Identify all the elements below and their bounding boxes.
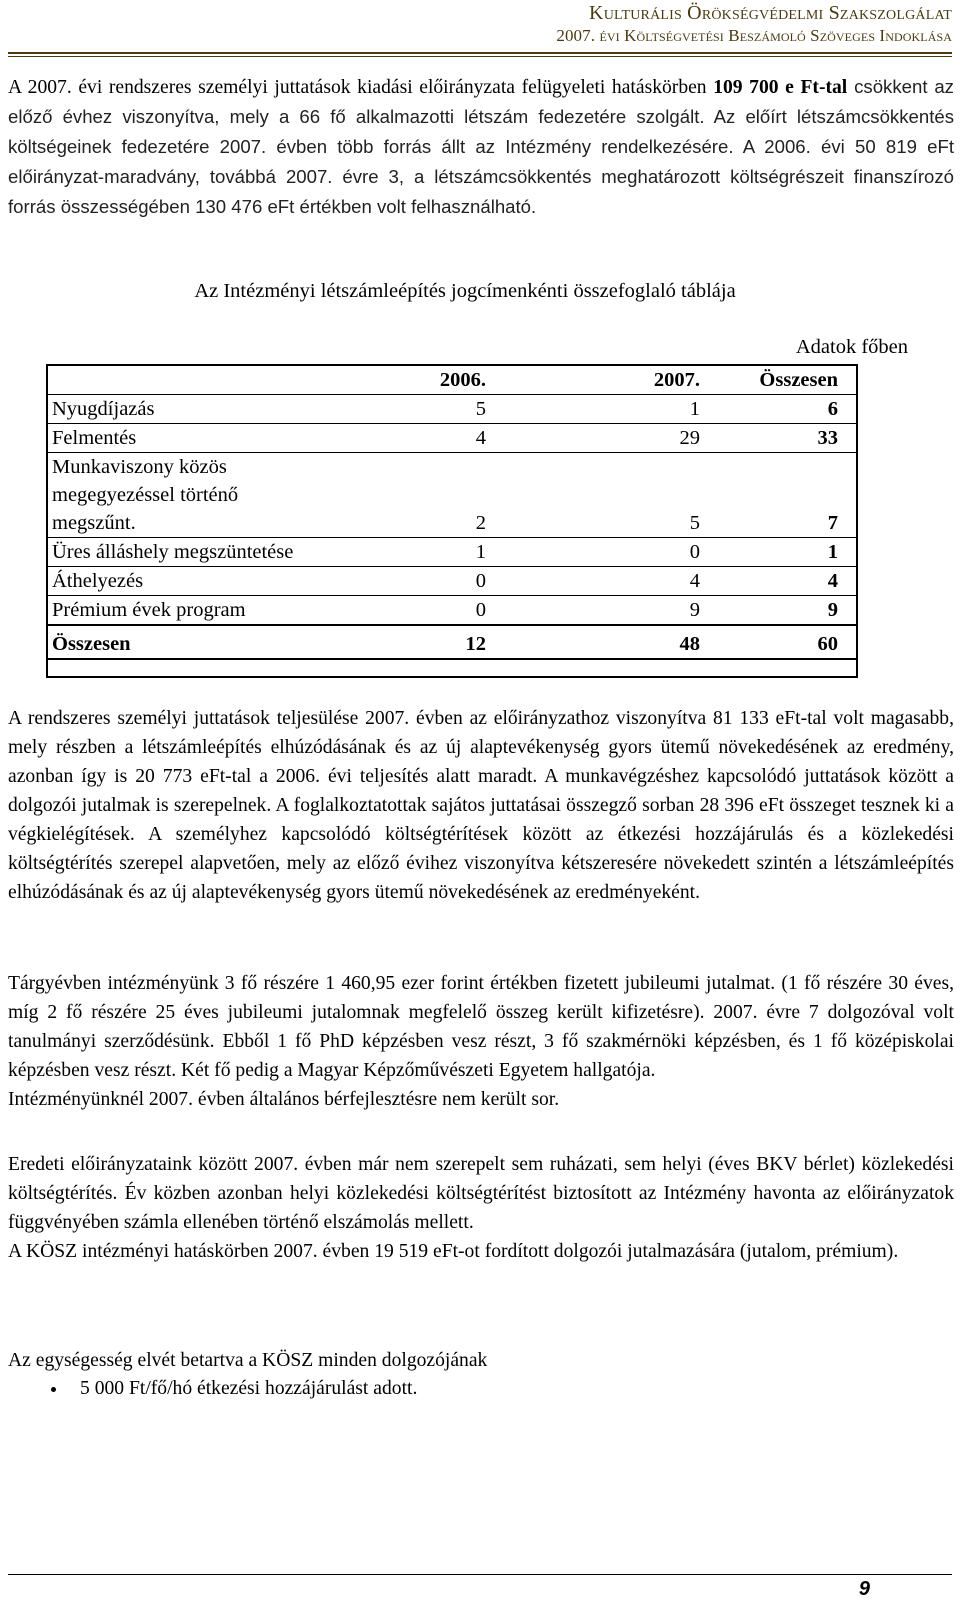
value-2007: 4 [514,567,736,596]
value-2006: 0 [330,596,514,626]
table-caption: Az Intézményi létszámleépítés jogcímenkénti összefoglaló táblája [194,280,736,302]
value-2006: 1 [330,538,514,567]
row-label: Munkaviszony közös megegyezéssel történő megszűnt. [46,453,330,538]
row-label: Nyugdíjazás [46,395,330,424]
value-2006: 2 [330,453,514,538]
header-institution: Kulturális Örökségvédelmi Szakszolgálat [589,2,952,24]
paragraph-uniformity: Az egységesség elvét betartva a KÖSZ minden dolgozójának [8,1350,488,1371]
intro-text-post: csökkent az előző évhez viszonyítva, mely a 66 fő alkalmazotti létszám fedezetére szolgált. Az előírt létszámcsökkentés költségeinek fedezetére 2007. évben több forrás állt az Intézmény rendelkezésére. A 2006. évi 50 819 eFt előirányzat-maradvány, továbbá 2007. évre 3, a létszámcsökkentés meghatározott költségrészeit finanszírozó forrás összességében 130 476 eFt értékben volt felhasználható. [8,76,954,217]
row-label: Prémium évek program [46,596,330,626]
value-2007: 29 [514,424,736,453]
table-header-row [46,364,858,395]
table-row [46,453,858,538]
bullet-item: • 5 000 Ft/fő/hó étkezési hozzájárulást adott. [68,1374,417,1403]
value-total: 6 [736,395,858,424]
paragraph-wage-development: Intézményünknél 2007. évben általános bérfejlesztésre nem került sor. [8,1089,560,1110]
headcount-table [46,364,858,660]
paragraph-jubilee-text: Tárgyévben intézményünk 3 fő részére 1 460,95 ezer forint értékben fizetett jubileumi jutalmat. (1 fő részére 30 éves, míg 2 fő részére 25 éves jubileumi jutalomnak megfelelő összeg került kifizetésre). 2007. évre 7 dolgozóval volt tanulmányi szerződésünk. Ebből 1 fő PhD képzésben vesz részt, 3 fő szakmérnöki képzésben, és 1 fő középiskolai képzésben vesz részt. Két fő pedig a Magyar Képzőművészeti Egyetem hallgatója. [8,973,954,1081]
paragraph-transport [8,1150,954,1266]
value-total: 9 [736,596,858,626]
bullet-list [44,1374,417,1403]
intro-paragraph [8,72,954,222]
value-2007: 1 [514,395,736,424]
table-row [46,567,858,596]
row-label: Áthelyezés [46,567,330,596]
row-label: Üres álláshely megszüntetése [46,538,330,567]
table-row [46,538,858,567]
value-total: 4 [736,567,858,596]
total-2006: 12 [330,625,514,659]
value-total: 1 [736,538,858,567]
table-row [46,596,858,626]
table-row [46,424,858,453]
value-2007: 9 [514,596,736,626]
value-2007: 5 [514,453,736,538]
total-2007: 48 [514,625,736,659]
intro-bold-amount: 109 700 e Ft-tal [713,77,848,98]
header-2007: 2007. [514,364,736,395]
value-2006: 4 [330,424,514,453]
header-2006: 2006. [330,364,514,395]
intro-text-pre: A 2007. évi rendszeres személyi juttatások kiadási előirányzata felügyeleti hatáskörben [8,77,714,98]
total-overall: 60 [736,625,858,659]
value-total: 7 [736,453,858,538]
header-report-title: 2007. évi Költségvetési Beszámoló Szöveges Indoklása [556,26,952,45]
row-label: Felmentés [46,424,330,453]
table-units: Adatok főben [795,336,908,358]
paragraph-jubilee [8,969,954,1114]
header-label-cell [46,364,330,395]
paragraph-rewards: A KÖSZ intézményi hatáskörben 2007. évben 19 519 eFt-ot fordított dolgozói jutalmazására (jutalom, prémium). [8,1241,899,1262]
paragraph-transport-text: Eredeti előirányzataink között 2007. évben már nem szerepelt sem ruházati, sem helyi (éves BKV bérlet) közlekedési költségtérítés. Év közben azonban helyi közlekedési költségtérítést biztosított az Intézmény havonta az előirányzatok függvényében számla ellenében történő elszámolás mellett. [8,1154,954,1233]
value-2006: 5 [330,395,514,424]
value-2007: 0 [514,538,736,567]
value-total: 33 [736,424,858,453]
table-total-row [46,625,858,659]
paragraph-personnel-benefits: A rendszeres személyi juttatások teljesülése 2007. évben az előirányzathoz viszonyítva 81 133 eFt-tal volt magasabb, mely részben a létszámleépítés elhúzódásának és az új alaptevékenység gyors ütemű növekedésének az eredmény, azonban így is 20 773 eFt-tal a 2006. évi teljesítés alatt maradt. A munkavégzéshez kapcsolódó juttatások között a dolgozói jutalmak is szerepelnek. A foglalkoztatottak sajátos juttatásai összegző sorban 28 396 eFt összeget tesznek ki a végkielégítések. A személyhez kapcsolódó költségtérítések között az étkezési hozzájárulás és a közlekedési költségtérítés szerepel alapvetően, mely az előző évihez viszonyítva kétszeresére növekedett szintén a létszámleépítés elhúzódásának és az új alaptevékenység gyors ütemű növekedésének az eredményeként. [8,708,954,903]
footer-divider [8,1574,952,1575]
total-label: Összesen [46,625,330,659]
header-total: Összesen [736,364,858,395]
table-row [46,395,858,424]
value-2006: 0 [330,567,514,596]
page-number: 9 [858,1578,870,1600]
header-divider [8,52,952,57]
